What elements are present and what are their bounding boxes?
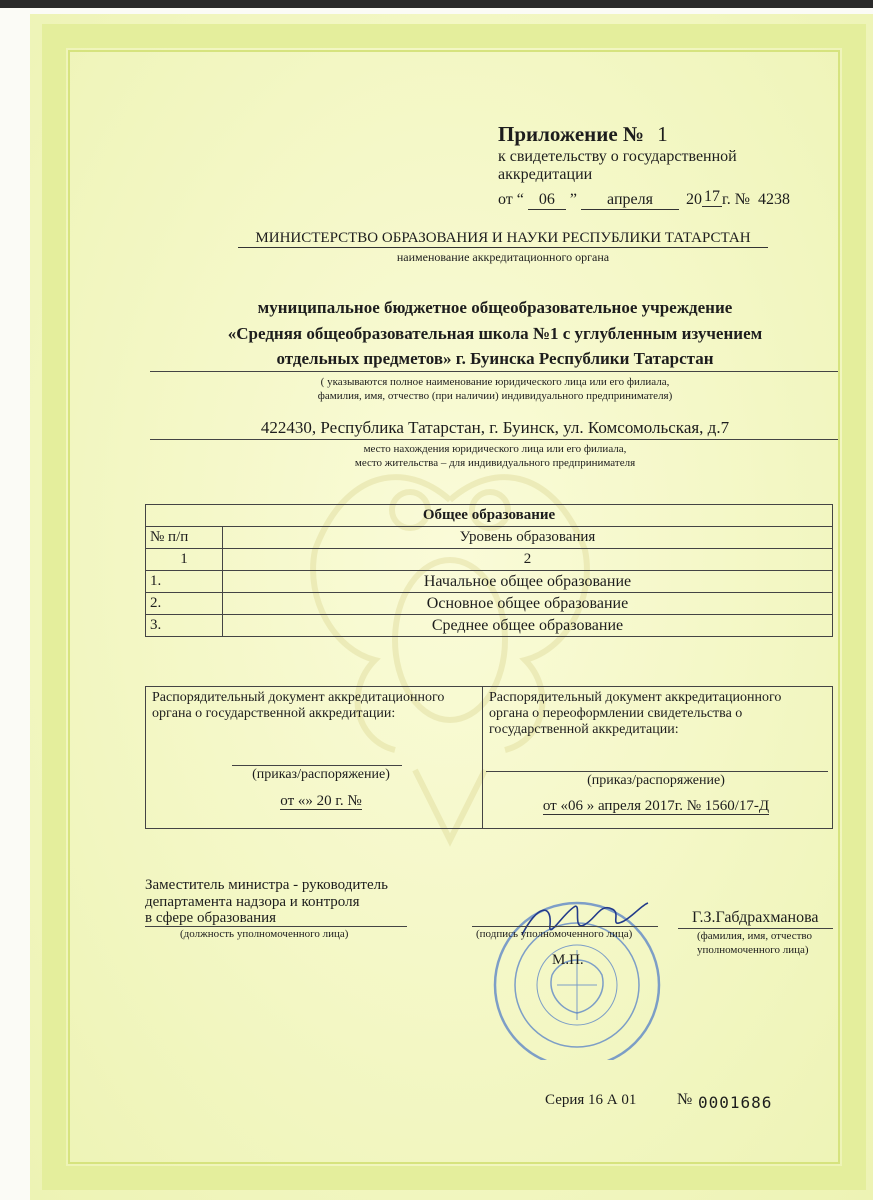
column-index-number: 1 [146, 549, 223, 571]
table-row [146, 571, 833, 593]
date-month: апреля [581, 191, 679, 210]
certificate-number: 4238 [758, 191, 791, 208]
right-doc-heading-line2: органа о переоформлении свидетельства о [489, 706, 743, 721]
order-documents-box [145, 686, 833, 829]
address-caption-line1: место нахождения юридического лица или его филиала, [363, 443, 627, 455]
organization-line1: муниципальное бюджетное общеобразовательное учреждение [257, 298, 733, 317]
year-suffix: 17 [704, 188, 720, 205]
row-number: 1. [146, 571, 223, 593]
table-row [146, 593, 833, 615]
column-header-level: Уровень образования [223, 527, 833, 549]
signature-underline [472, 926, 658, 927]
number-sign: № [677, 1091, 693, 1108]
signature-caption: (подпись уполномоченного лица) [476, 928, 633, 940]
appendix-title: Приложение № [498, 122, 645, 146]
position-line3: в сфере образования [145, 910, 277, 926]
blank-series: Серия 16 А 01 [545, 1092, 637, 1108]
organization-caption-line1: ( указываются полное наименование юридического лица или его филиала, [320, 376, 670, 388]
date-day: 06 [528, 191, 566, 210]
blank-serial-number: 0001686 [698, 1093, 773, 1112]
authority-name: МИНИСТЕРСТВО ОБРАЗОВАНИЯ И НАУКИ РЕСПУБЛИКИ ТАТАРСТАН [238, 230, 768, 248]
organization-line2: «Средняя общеобразовательная школа №1 с углубленным изучением [227, 324, 763, 343]
signer-caption-line2: уполномоченного лица) [697, 944, 809, 956]
close-quote: ” [569, 191, 577, 208]
stamp-label: М.П. [552, 952, 584, 968]
open-quote: “ [516, 191, 524, 208]
address-underline [150, 439, 838, 440]
appendix-number: 1 [657, 122, 668, 146]
left-doc-date-wrap [206, 793, 436, 810]
certificate-reference-line2: аккредитации [498, 166, 593, 183]
row-level: Начальное общее образование [223, 571, 833, 593]
documents-divider [482, 687, 483, 828]
signer-name-underline [678, 928, 833, 929]
certificate-reference-line1: к свидетельству о государственной [498, 148, 737, 165]
left-doc-heading-line1: Распорядительный документ аккредитационного [152, 690, 445, 705]
position-underline [145, 926, 407, 927]
right-doc-underline [486, 771, 828, 772]
column-index-level: 2 [223, 549, 833, 571]
table-index-row [146, 549, 833, 571]
signer-name: Г.З.Габдрахманова [692, 909, 819, 926]
table-title-row [146, 505, 833, 527]
row-level: Основное общее образование [223, 593, 833, 615]
left-doc-date: от «» 20 г. № [280, 793, 362, 809]
position-line1: Заместитель министра - руководитель [145, 877, 388, 893]
right-doc-heading-line3: государственной аккредитации: [489, 722, 679, 737]
left-doc-heading-line2: органа о государственной аккредитации: [152, 706, 396, 721]
right-doc-date-wrap [491, 798, 821, 815]
row-number: 2. [146, 593, 223, 615]
education-levels-table [145, 504, 833, 637]
table-header-row [146, 527, 833, 549]
right-doc-caption: (приказ/распоряжение) [587, 773, 725, 788]
scan-edge [0, 0, 873, 8]
signer-caption-line1: (фамилия, имя, отчество [697, 930, 813, 942]
year-prefix: 20 [686, 191, 702, 208]
organization-underline [150, 371, 838, 372]
date-prefix: от [498, 191, 513, 208]
organization-line3: отдельных предметов» г. Буинска Республики Татарстан [276, 349, 714, 368]
left-doc-caption: (приказ/распоряжение) [252, 767, 390, 782]
organization-address: 422430, Республика Татарстан, г. Буинск, ул. Комсомольская, д.7 [260, 418, 730, 437]
row-number: 3. [146, 615, 223, 637]
year-label: г. № [722, 191, 751, 208]
right-doc-heading-line1: Распорядительный документ аккредитационного [489, 690, 782, 705]
table-row [146, 615, 833, 637]
certificate-date [498, 188, 790, 210]
column-header-number: № п/п [146, 527, 223, 549]
right-doc-date: от «06 » апреля 2017г. № 1560/17-Д [542, 798, 770, 814]
table-title: Общее образование [146, 505, 833, 527]
organization-caption-line2: фамилия, имя, отчество (при наличии) индивидуального предпринимателя) [317, 390, 673, 402]
position-line2: департамента надзора и контроля [145, 894, 360, 910]
row-level: Среднее общее образование [223, 615, 833, 637]
left-doc-underline [232, 765, 402, 766]
address-caption-line2: место жительства – для индивидуального предпринимателя [354, 457, 636, 469]
authority-caption: наименование аккредитационного органа [396, 250, 610, 264]
position-caption: (должность уполномоченного лица) [180, 928, 349, 940]
